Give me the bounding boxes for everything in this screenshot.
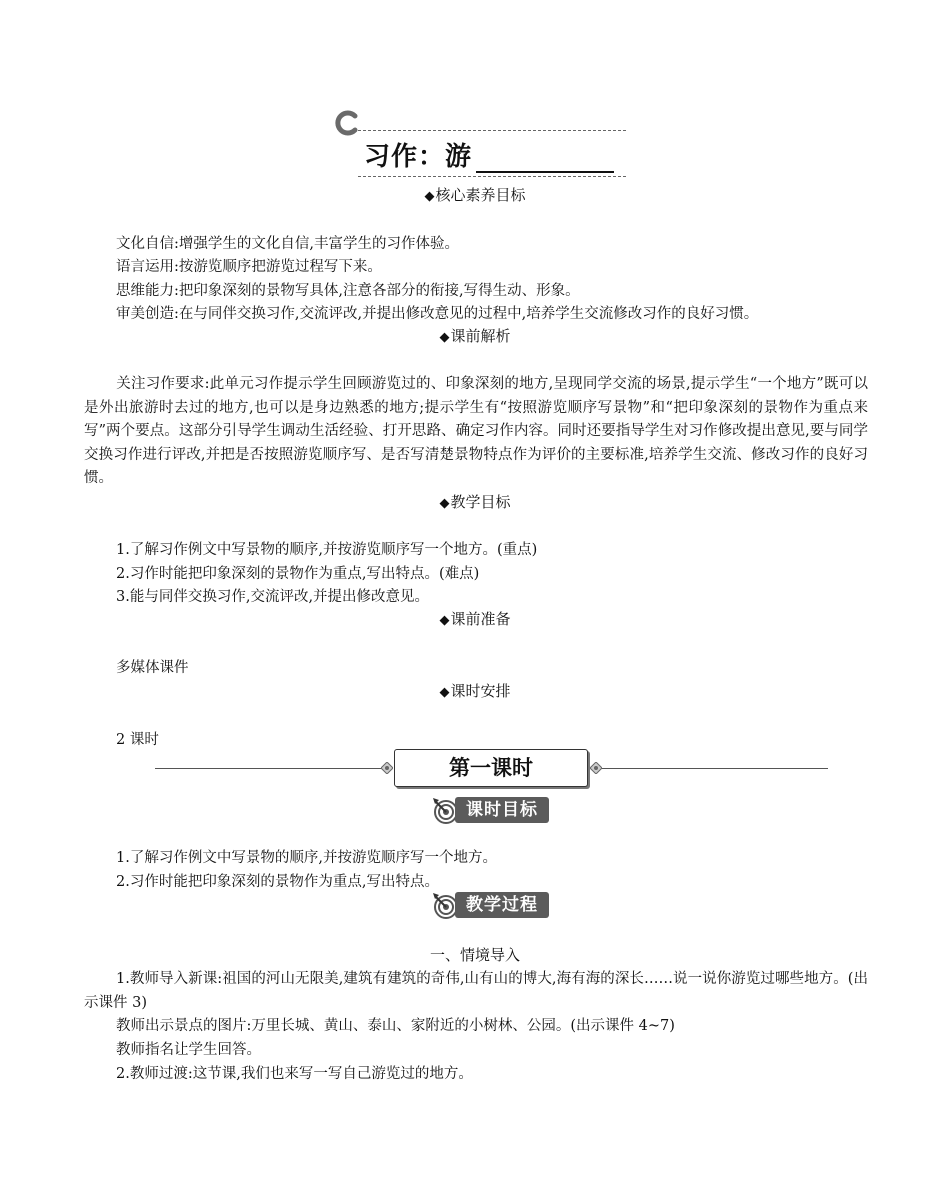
step1-line: 2.教师过渡:这节课,我们也来写一写自己游览过的地方。	[116, 1066, 473, 1082]
lesson-banner: 第一课时	[394, 749, 588, 787]
badge-teaching-process	[433, 891, 549, 919]
heading-analysis: ◆课前解析	[439, 327, 511, 345]
banner-rule-left	[155, 768, 385, 769]
title-dashed-top	[358, 130, 626, 131]
banner-knob-left-icon	[381, 762, 393, 774]
page-title	[364, 136, 614, 173]
diamond-icon: ◆	[439, 613, 450, 628]
step-heading: 一、情境导入	[429, 946, 520, 964]
step1-line: 教师指名让学生回答。	[116, 1042, 261, 1058]
page-title-text: 习作：游	[364, 142, 473, 172]
diamond-icon: ◆	[439, 496, 450, 511]
lesson-goal-item: 2.习作时能把印象深刻的景物作为重点,写出特点。	[116, 874, 439, 890]
analysis-paragraph: 关注习作要求:此单元习作提示学生回顾游览过的、印象深刻的地方,呈现同学交流的场景,提示学生“一个地方”既可以是外出旅游时去过的地方,也可以是身边熟悉的地方;提示学生有“按照游览顺序写景物”和“把印象深刻的景物作为重点来写”两个要点。这部分引导学生调动生活经验、打开思路、确定习作内容。同时还要指导学生对习作修改提出意见,要与同学交换习作进行评改,并把是否按照游览顺序写、是否写清楚景物特点作为评价的主要标准,培养学生交流、修改习作的良好习惯。	[84, 376, 868, 486]
core-goal-item: 审美创造:在与同伴交换习作,交流评改,并提出修改意见的过程中,培养学生交流修改习作的良好习惯。	[116, 306, 759, 322]
badge-label: 教学过程	[455, 892, 549, 918]
step1-line: 教师出示景点的图片:万里长城、黄山、泰山、家附近的小树林、公园。(出示课件 4~7)	[116, 1018, 675, 1034]
core-goal-item: 语言运用:按游览顺序把游览过程写下来。	[116, 259, 382, 275]
teaching-goal-item: 3.能与同伴交换习作,交流评改,并提出修改意见。	[116, 589, 430, 605]
title-blank-line	[476, 143, 614, 173]
banner-rule-right	[596, 768, 828, 769]
heading-teaching-goals: ◆教学目标	[439, 493, 511, 511]
schedule-text: 2 课时	[116, 732, 159, 748]
lesson-goal-item: 1.了解习作例文中写景物的顺序,并按游览顺序写一个地方。	[116, 850, 497, 866]
teaching-goal-item: 1.了解习作例文中写景物的顺序,并按游览顺序写一个地方。(重点)	[116, 542, 538, 558]
diamond-icon: ◆	[439, 685, 450, 700]
teaching-goal-item: 2.习作时能把印象深刻的景物作为重点,写出特点。(难点)	[116, 566, 480, 582]
core-goal-item: 思维能力:把印象深刻的景物写具体,注意各部分的衔接,写得生动、形象。	[116, 283, 580, 299]
badge-lesson-goals	[433, 796, 549, 824]
badge-label: 课时目标	[455, 797, 549, 823]
heading-schedule: ◆课时安排	[439, 682, 511, 700]
diamond-icon: ◆	[424, 189, 435, 204]
banner-knob-right-icon	[590, 762, 602, 774]
title-dashed-bottom	[358, 176, 626, 177]
title-arc-icon	[334, 110, 360, 136]
heading-preparation: ◆课前准备	[439, 610, 511, 628]
core-goal-item: 文化自信:增强学生的文化自信,丰富学生的习作体验。	[116, 236, 459, 252]
title-block	[330, 108, 630, 183]
step1-paragraph: 1.教师导入新课:祖国的河山无限美,建筑有建筑的奇伟,山有山的博大,海有海的深长……说一说你游览过哪些地方。(出示课件 3)	[84, 971, 868, 1011]
heading-core-goals: ◆核心素养目标	[424, 186, 526, 204]
diamond-icon: ◆	[439, 330, 450, 345]
preparation-text: 多媒体课件	[116, 660, 189, 676]
